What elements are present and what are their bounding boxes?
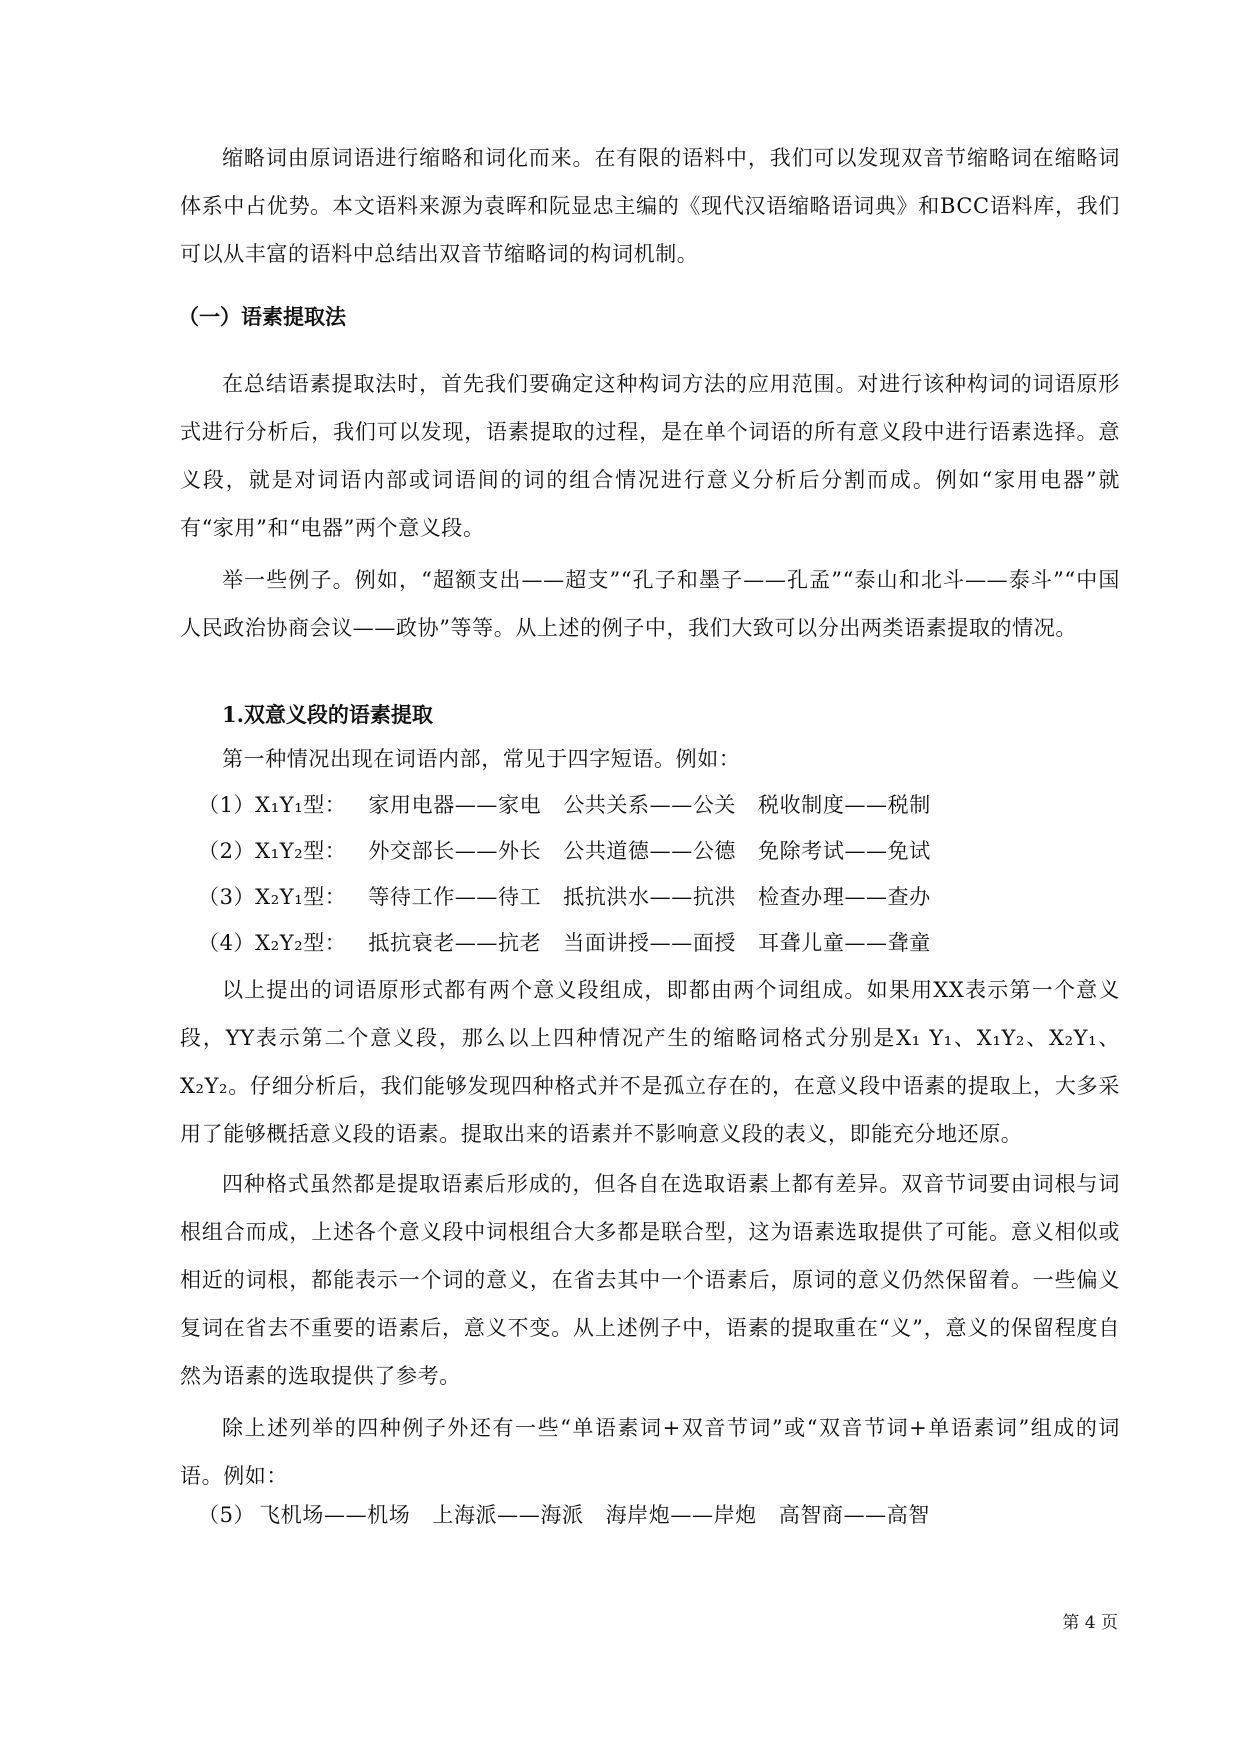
example-item: 抵抗洪水——抗洪 <box>563 885 737 909</box>
example-line-1 <box>198 790 953 820</box>
example-line-4 <box>198 928 953 958</box>
example-item: 高智商——高智 <box>778 1503 930 1527</box>
paragraph-analysis: 以上提出的词语原形式都有两个意义段组成，即都由两个词组成。如果用XX表示第一个意义段，YY表示第二个意义段，那么以上四种情况产生的缩略词格式分别是X₁ Y₁、X₁Y₂、X₂Y₁、X₂Y₂。仔细分析后，我们能够发现四种格式并不是孤立存在的，在意义段中语素的提取上，大多采用了能够概括意义段的语素。提取出来的语素并不影响意义段的表义，即能充分地还原。 <box>180 978 1120 1146</box>
example-item: 公共关系——公关 <box>563 793 737 817</box>
paragraph-differences: 四种格式虽然都是提取语素后形成的，但各自在选取语素上都有差异。双音节词要由词根与词根组合而成，上述各个意义段中词根组合大多都是联合型，这为语素选取提供了可能。意义相似或相近的词根，都能表示一个词的意义，在省去其中一个语素后，原词的意义仍然保留着。一些偏义复词在省去不重要的语素后，意义不变。从上述例子中，语素的提取重在“义”，意义的保留程度自然为语素的选取提供了参考。 <box>180 1172 1120 1388</box>
example-line-5 <box>198 1500 952 1530</box>
example-item: 等待工作——待工 <box>368 885 542 909</box>
example-item: 免除考试——免试 <box>758 839 931 863</box>
paragraph-other-cases: 除上述列举的四种例子外还有一些“单语素词+双音节词”或“双音节词+单语素词”组成的词语。例如： <box>180 1416 1120 1488</box>
section-heading: （一）语素提取法 <box>178 304 346 329</box>
example-line-3 <box>198 882 953 912</box>
example-label: （3）X₂Y₁型： <box>198 885 347 909</box>
paragraph-intro: 缩略词由原词语进行缩略和词化而来。在有限的语料中，我们可以发现双音节缩略词在缩略词体系中占优势。本文语料来源为袁晖和阮显忠主编的《现代汉语缩略语词典》和BCC语料库，我们可以从丰富的语料中总结出双音节缩略词的构词机制。 <box>180 146 1120 266</box>
example-item: 飞机场——机场 <box>259 1503 411 1527</box>
example-item: 税收制度——税制 <box>758 793 931 817</box>
example-item: 检查办理——查办 <box>758 885 931 909</box>
page-number: 第 4 页 <box>1062 1613 1118 1633</box>
example-item: 耳聋儿童——聋童 <box>758 931 931 955</box>
example-label: （5） <box>198 1503 256 1527</box>
example-label: （1）X₁Y₁型： <box>198 793 347 817</box>
example-item: 公共道德——公德 <box>563 839 737 863</box>
paragraph-case-one: 第一种情况出现在词语内部，常见于四字短语。例如： <box>222 747 741 771</box>
example-item: 当面讲授——面授 <box>563 931 737 955</box>
paragraph-definition: 在总结语素提取法时，首先我们要确定这种构词方法的应用范围。对进行该种构词的词语原形式进行分析后，我们可以发现，语素提取的过程，是在单个词语的所有意义段中进行语素选择。意义段，就是对词语内部或词语间的词的组合情况进行意义分析后分割而成。例如“家用电器”就有“家用”和“电器”两个意义段。 <box>180 372 1120 540</box>
subsection-heading: 1.双意义段的语素提取 <box>222 702 433 727</box>
example-item: 上海派——海派 <box>432 1503 584 1527</box>
example-item: 抵抗衰老——抗老 <box>368 931 542 955</box>
example-label: （4）X₂Y₂型： <box>198 931 347 955</box>
example-item: 外交部长——外长 <box>368 839 542 863</box>
paragraph-examples-intro: 举一些例子。例如，“超额支出——超支”“孔子和墨子——孔孟”“泰山和北斗——泰斗”“中国人民政治协商会议——政协”等等。从上述的例子中，我们大致可以分出两类语素提取的情况。 <box>180 568 1120 640</box>
example-line-2 <box>198 836 953 866</box>
example-label: （2）X₁Y₂型： <box>198 839 347 863</box>
example-item: 海岸炮——岸炮 <box>605 1503 757 1527</box>
example-item: 家用电器——家电 <box>368 793 542 817</box>
